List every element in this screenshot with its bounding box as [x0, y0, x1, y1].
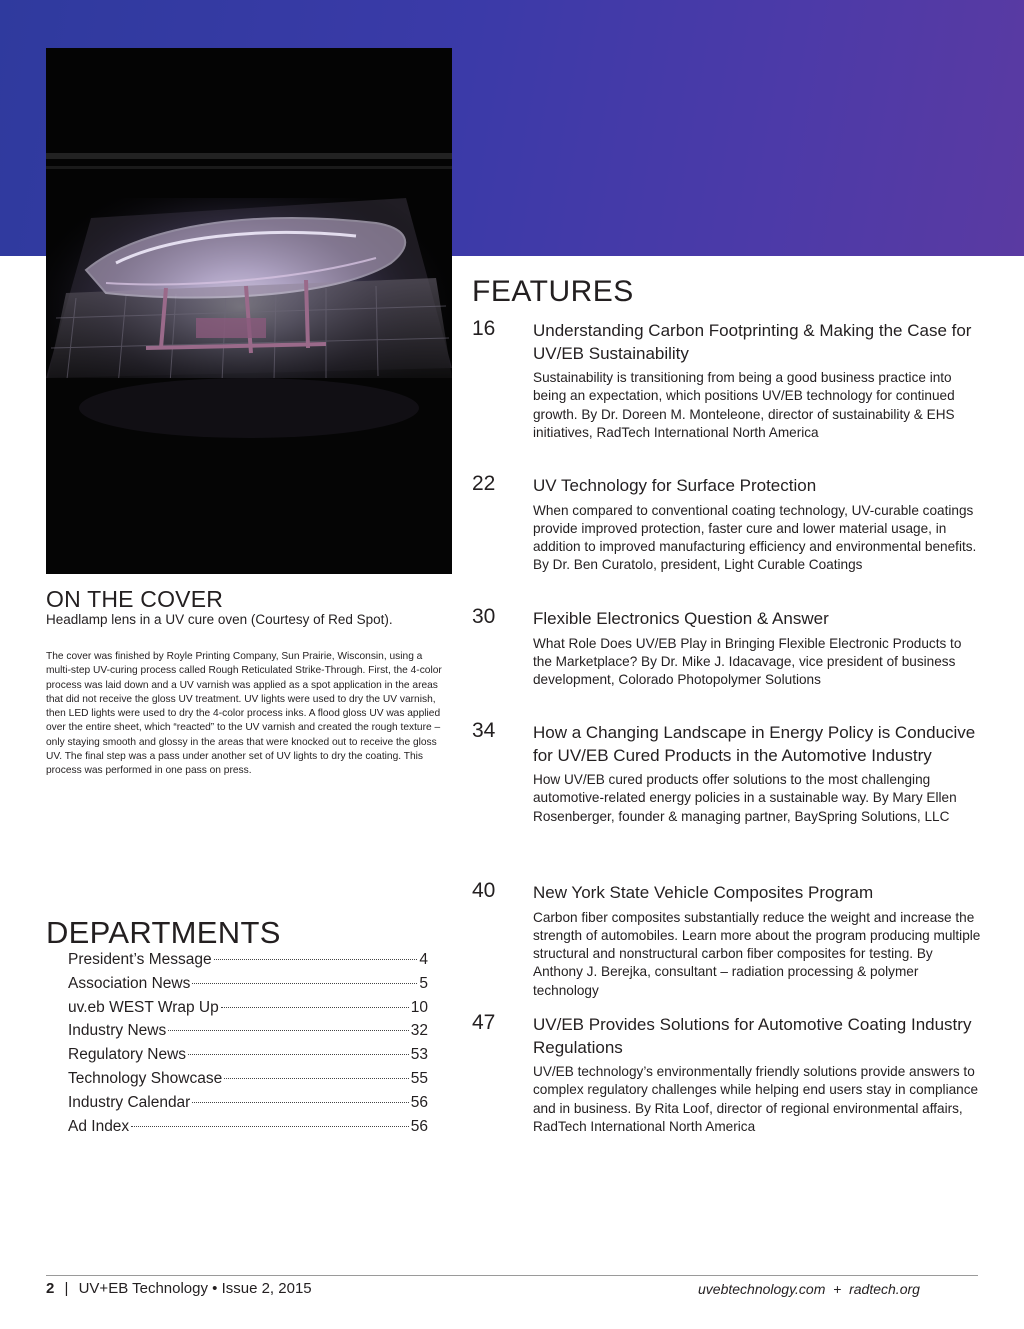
feature-description: Sustainability is transitioning from being a good business practice into being an expectation, which positions UV/EB technology for continued growth. By Dr. Doreen M. Monteleone, director of sustainability & EHS initiatives, RadTech International North America: [533, 370, 955, 440]
dot-leader: [168, 1030, 409, 1031]
department-label: President’s Message: [68, 951, 212, 968]
department-item[interactable]: [68, 975, 428, 999]
department-page: 4: [419, 951, 428, 968]
department-label: Industry News: [68, 1022, 167, 1040]
department-item[interactable]: [68, 951, 428, 975]
department-label: Association News: [68, 974, 191, 992]
features-heading: FEATURES: [472, 275, 634, 308]
feature-entry[interactable]: [472, 719, 982, 826]
department-item[interactable]: [68, 1118, 428, 1142]
dot-leader: [131, 1126, 409, 1127]
departments-list: [68, 951, 428, 1141]
feature-page-number: 40: [472, 879, 496, 902]
department-item[interactable]: [68, 1046, 428, 1070]
department-page: 5: [419, 974, 428, 992]
feature-page-number: 16: [472, 317, 496, 340]
footer-websites[interactable]: uvebtechnology.com + radtech.org: [698, 1281, 920, 1297]
department-label: Industry Calendar: [68, 1093, 191, 1111]
footer-separator: |: [64, 1280, 69, 1297]
cover-photo: [46, 48, 452, 574]
dot-leader: [221, 1007, 409, 1008]
cover-description: The cover was finished by Royle Printing Company, Sun Prairie, Wisconsin, using a multi-step UV-curing process called Rough Reticulated Strike-Through. First, the 4-color process was laid down and a UV varnish was applied as a spot application in the areas that did not receive the gloss UV treatment. UV lights were used to dry the UV varnish, then LED lights were used to dry the 4-color process inks. A flood gloss UV was applied over the entire sheet, which “reacted” to the UV varnish and created the rough texture – only staying smooth and glossy in the areas that were knocked out to receive the gloss UV. The final step was a pass under another set of UV lights to dry the coating. This process was performed in one pass on press.: [46, 651, 442, 777]
footer-publication: UV+EB Technology • Issue 2, 2015: [78, 1280, 312, 1297]
feature-title: UV/EB Provides Solutions for Automotive Coating Industry Regulations: [533, 1015, 972, 1057]
feature-entry[interactable]: [472, 879, 982, 1000]
department-item[interactable]: [68, 1070, 428, 1094]
feature-entry[interactable]: [472, 317, 982, 442]
feature-entry[interactable]: [472, 1011, 982, 1136]
feature-description: UV/EB technology’s environmentally friendly solutions provide answers to complex regulatory challenges while helping end users stay in compliance and in business. By Rita Loof, director of regional environmental affairs, RadTech International North America: [533, 1064, 979, 1134]
department-label: Regulatory News: [68, 1046, 187, 1064]
feature-title: Understanding Carbon Footprinting & Making the Case for UV/EB Sustainability: [533, 321, 972, 363]
footer-publication-info: [46, 1280, 312, 1297]
footer-page-number: 2: [46, 1280, 55, 1297]
feature-description: What Role Does UV/EB Play in Bringing Flexible Electronic Products to the Marketplace? By Dr. Mike J. Idacavage, vice president of business development, Colorado Photopolymer Solutions: [533, 635, 962, 688]
department-item[interactable]: [68, 1094, 428, 1118]
department-page: 53: [410, 1046, 428, 1064]
department-label: uv.eb WEST Wrap Up: [68, 998, 219, 1016]
feature-title: How a Changing Landscape in Energy Policy is Conducive for UV/EB Cured Products in the Automotive Industry: [533, 723, 976, 765]
dot-leader: [214, 959, 418, 960]
feature-page-number: 30: [472, 605, 496, 628]
department-item[interactable]: [68, 1022, 428, 1046]
feature-description: When compared to conventional coating technology, UV-curable coatings provide improved protection, faster cure and lower material usage, in addition to improved manufacturing efficiency and environmental benefits. By Dr. Ben Curatolo, president, Light Curable Coatings: [533, 502, 977, 573]
cover-heading: ON THE COVER: [46, 586, 224, 612]
department-page: 32: [410, 1022, 428, 1040]
feature-entry[interactable]: [472, 605, 982, 689]
feature-page-number: 22: [472, 472, 496, 495]
feature-page-number: 47: [472, 1011, 496, 1034]
feature-title: UV Technology for Surface Protection: [533, 476, 817, 495]
department-label: Technology Showcase: [68, 1069, 223, 1087]
feature-entry[interactable]: [472, 472, 982, 575]
footer-divider: [46, 1275, 978, 1276]
feature-title: New York State Vehicle Composites Program: [533, 883, 874, 902]
department-page: 56: [410, 1117, 428, 1135]
department-page: 55: [410, 1069, 428, 1087]
department-item[interactable]: [68, 999, 428, 1023]
departments-heading: DEPARTMENTS: [46, 915, 281, 950]
feature-description: How UV/EB cured products offer solutions to the most challenging automotive-related energy policies in a sustainable way. By Mary Ellen Rosenberger, founder & managing partner, BaySpring Solutions, LLC: [533, 772, 957, 824]
cover-caption: Headlamp lens in a UV cure oven (Courtesy of Red Spot).: [46, 612, 393, 627]
department-page: 10: [410, 998, 428, 1016]
uv-cure-oven-illustration: [46, 48, 452, 574]
dot-leader: [188, 1054, 409, 1055]
feature-title: Flexible Electronics Question & Answer: [533, 609, 829, 628]
dot-leader: [224, 1078, 409, 1079]
department-page: 56: [410, 1093, 428, 1111]
dot-leader: [192, 1102, 408, 1103]
department-label: Ad Index: [68, 1117, 130, 1135]
feature-page-number: 34: [472, 719, 496, 742]
dot-leader: [192, 983, 417, 984]
feature-description: Carbon fiber composites substantially reduce the weight and increase the strength of automobiles. Learn more about the program producing multiple structural and nonstructural carbon fiber composites for testing. By Anthony J. Berejka, consultant – radiation processing & polymer technology: [533, 909, 981, 998]
